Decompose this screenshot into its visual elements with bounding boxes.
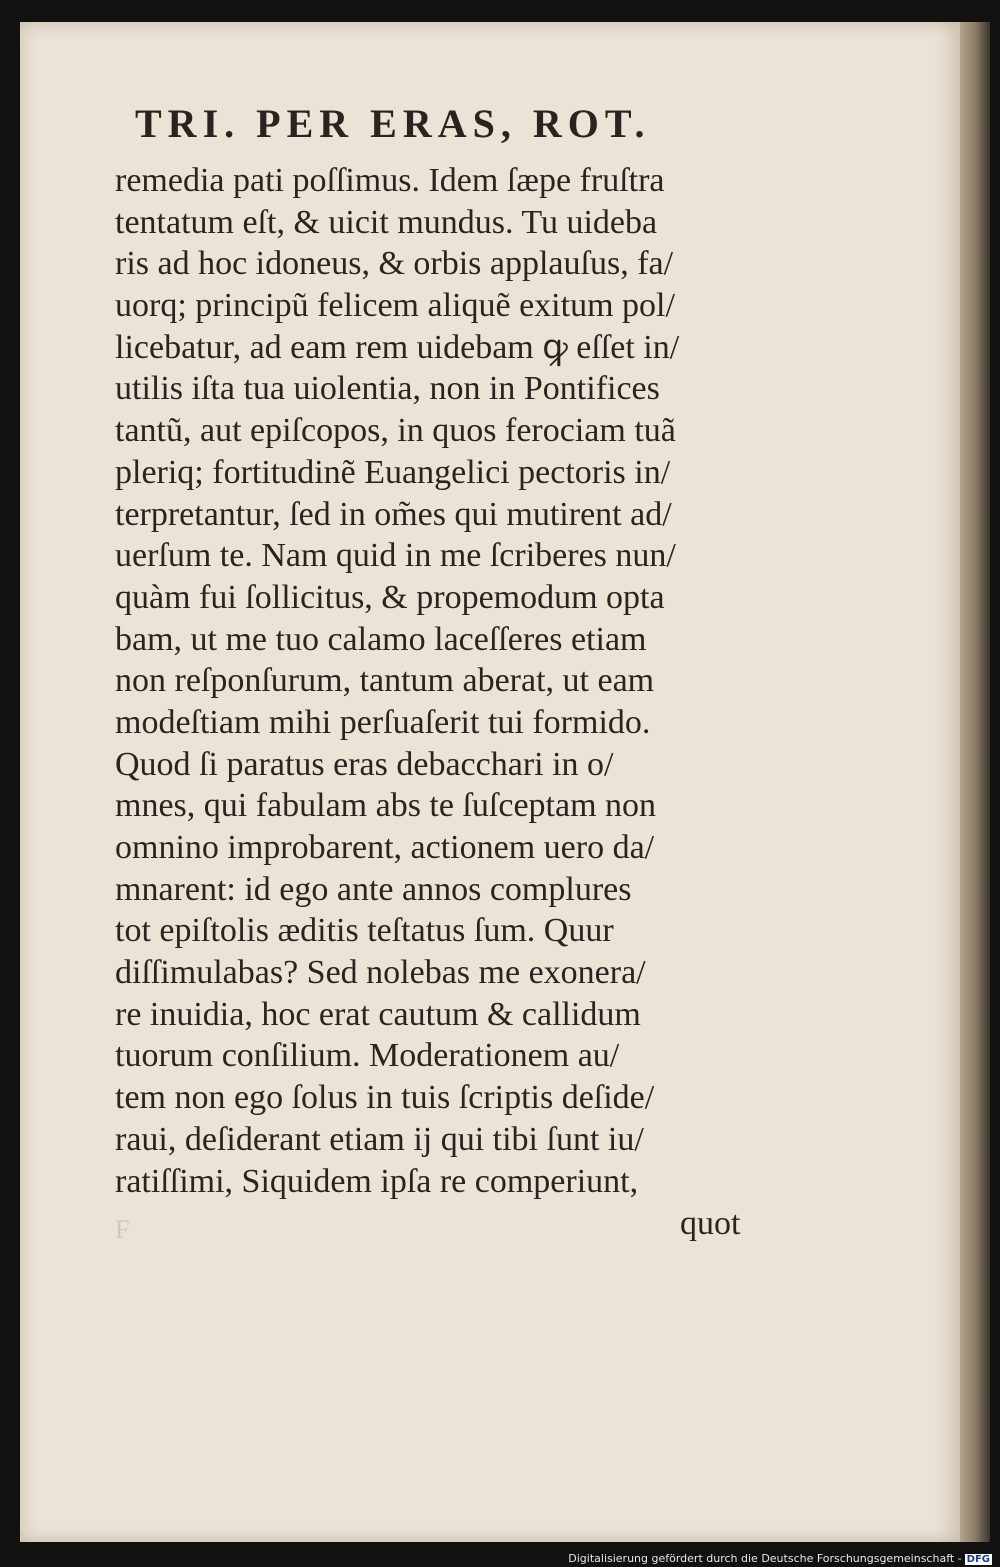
text-line: tentatum eſt, & uicit mundus. Tu uideba bbox=[115, 203, 658, 241]
text-line: omnino improbarent, actionem uero da/ bbox=[115, 829, 655, 866]
credit-text: Digitalisierung gefördert durch die Deutsche Forschungsgemeinschaft - bbox=[568, 1552, 962, 1565]
body-text bbox=[115, 160, 775, 1202]
signature-mark: F bbox=[115, 1215, 130, 1244]
text-line: raui, deſiderant etiam ij qui tibi ſunt iu/ bbox=[115, 1120, 644, 1158]
text-line: non reſponſurum, tantum aberat, ut eam bbox=[115, 662, 655, 700]
text-line: tantũ, aut epiſcopos, in quos ferociam tuã bbox=[115, 412, 676, 450]
text-line: pleriq; fortitudinẽ Euangelici pectoris in/ bbox=[115, 453, 671, 491]
text-line: tuorum conſilium. Moderationem au/ bbox=[115, 1037, 620, 1075]
text-line: re inuidia, hoc erat cautum & callidum bbox=[115, 995, 641, 1033]
dfg-logo-icon: DFG bbox=[966, 1554, 990, 1565]
catchword: quot bbox=[680, 1205, 741, 1242]
text-line: mnarent: id ego ante annos complures bbox=[115, 870, 632, 908]
text-line: modeſtiam mihi perſuaſerit tui formido. bbox=[115, 703, 651, 741]
text-line: remedia pati poſſimus. Idem ſæpe fruſtra bbox=[115, 162, 665, 199]
text-line: uorq; principũ felicem aliquẽ exitum pol/ bbox=[115, 287, 675, 325]
running-header: TRI. PER ERAS, ROT. bbox=[135, 101, 651, 146]
text-line: Quod ſi paratus eras debacchari in o/ bbox=[115, 745, 614, 783]
text-line: mnes, qui fabulam abs te ſuſceptam non bbox=[115, 787, 657, 825]
text-line: quàm fui ſollicitus, & propemodum opta bbox=[115, 578, 665, 616]
text-line: tot epiſtolis æditis teſtatus ſum. Quur bbox=[115, 912, 614, 950]
text-line: terpretantur, ſed in om̃es qui mutirent ad/ bbox=[115, 495, 672, 533]
text-line: licebatur, ad eam rem uidebam ꝙ eſſet in/ bbox=[115, 328, 680, 366]
text-line: diſſimulabas? Sed nolebas me exonera/ bbox=[115, 954, 646, 992]
text-line: utilis iſta tua uiolentia, non in Pontifices bbox=[115, 370, 660, 408]
digitization-credit bbox=[568, 1552, 992, 1565]
text-line: bam, ut me tuo calamo laceſſeres etiam bbox=[115, 620, 647, 658]
text-line: ris ad hoc idoneus, & orbis applauſus, fa/ bbox=[115, 245, 674, 283]
text-line: tem non ego ſolus in tuis ſcriptis deſide/ bbox=[115, 1079, 655, 1117]
text-line: uerſum te. Nam quid in me ſcriberes nun/ bbox=[115, 537, 676, 575]
text-line: ratiſſimi, Siquidem ipſa re comperiunt, bbox=[115, 1162, 639, 1200]
book-gutter bbox=[960, 22, 990, 1542]
